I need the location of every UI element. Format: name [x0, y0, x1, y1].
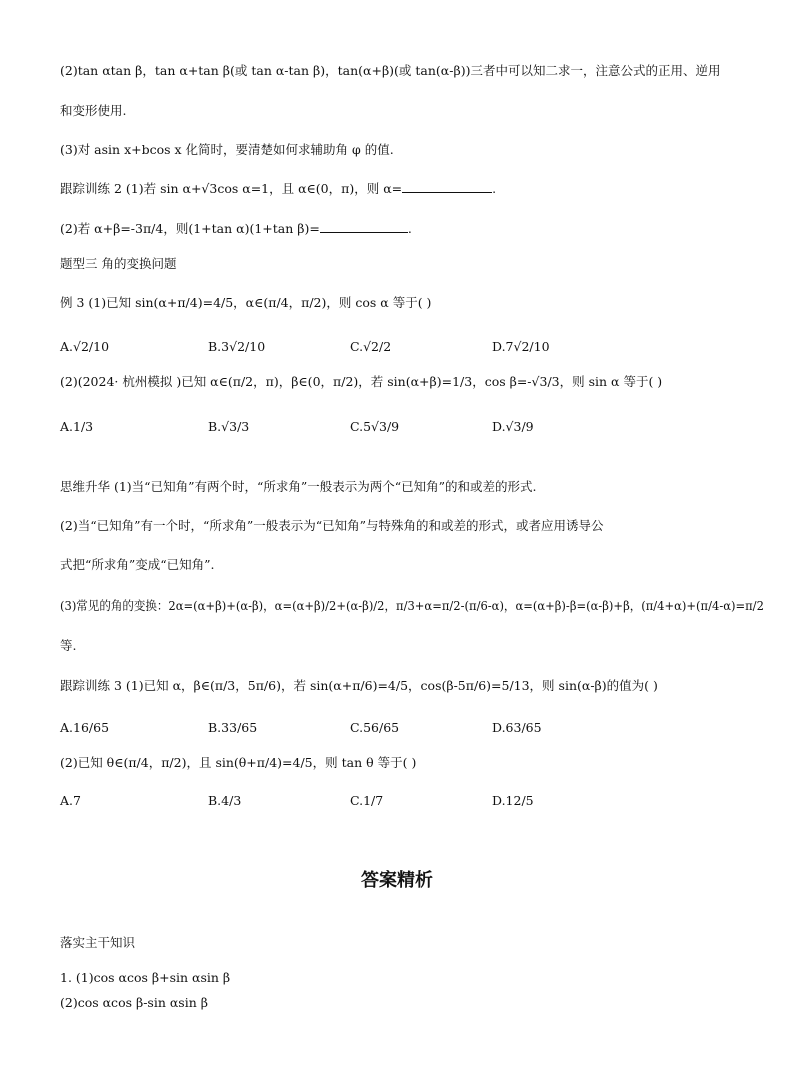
option-c: C.1/7	[350, 793, 384, 808]
answer-line: (2)cos αcos β-sin αsin β	[60, 995, 208, 1010]
option-c: C.√2/2	[350, 339, 392, 354]
answer-line: 1. (1)cos αcos β+sin αsin β	[60, 970, 231, 985]
example-question: (2)(2024· 杭州模拟 )已知 α∈(π/2，π)，β∈(0，π/2)，若 sin(α+β)=1/3，cos β=-√3/3，则 sin α 等于( )	[60, 374, 663, 389]
text-line: 等.	[60, 638, 77, 653]
example-question: 例 3 (1)已知 sin(α+π/4)=4/5，α∈(π/4，π/2)，则 cos α 等于( )	[60, 295, 432, 310]
option-c: C.56/65	[350, 720, 400, 735]
option-b: B.√3/3	[208, 419, 250, 434]
option-d: D.7√2/10	[492, 339, 550, 354]
exercise-line	[60, 180, 496, 197]
exercise-end: .	[407, 221, 412, 236]
text-line: (3)常见的角的变换：2α=(α+β)+(α-β)，α=(α+β)/2+(α-β)/2，π/3+α=π/2-(π/6-α)，α=(α+β)-β=(α-β)+β，(π/4+α)+(π/4-α)=π/2	[60, 598, 764, 613]
answer-title: 答案精析	[361, 870, 433, 891]
option-a: A.√2/10	[60, 339, 110, 354]
option-b: B.4/3	[208, 793, 242, 808]
option-b: B.3√2/10	[208, 339, 266, 354]
option-a: A.7	[60, 793, 81, 808]
answer-blank	[402, 180, 492, 193]
subsection-heading: 落实主干知识	[60, 935, 136, 950]
section-heading: 题型三 角的变换问题	[60, 256, 177, 271]
option-d: D.√3/9	[492, 419, 534, 434]
text-line: 式把“所求角”变成“已知角”.	[60, 557, 215, 572]
exercise-line	[60, 220, 412, 237]
option-d: D.63/65	[492, 720, 542, 735]
text-line: 思维升华 (1)当“已知角”有两个时，“所求角”一般表示为两个“已知角”的和或差的形式.	[60, 479, 537, 494]
option-a: A.1/3	[60, 419, 94, 434]
exercise-text: 跟踪训练 2 (1)若 sin α+√3cos α=1，且 α∈(0，π)，则 α=	[60, 181, 403, 196]
exercise-end: .	[492, 181, 497, 196]
text-line: (3)对 asin x+bcos x 化简时，要清楚如何求辅助角 φ 的值.	[60, 142, 394, 157]
answer-blank	[320, 220, 408, 233]
option-d: D.12/5	[492, 793, 534, 808]
exercise-question: (2)已知 θ∈(π/4，π/2)，且 sin(θ+π/4)=4/5，则 tan θ 等于( )	[60, 755, 417, 770]
text-line: (2)当“已知角”有一个时，“所求角”一般表示为“已知角”与特殊角的和或差的形式，或者应用诱导公	[60, 518, 604, 533]
option-a: A.16/65	[60, 720, 110, 735]
text-line: (2)tan αtan β，tan α+tan β(或 tan α-tan β)，tan(α+β)(或 tan(α-β))三者中可以知二求一，注意公式的正用、逆用	[60, 63, 721, 78]
option-c: C.5√3/9	[350, 419, 400, 434]
exercise-text: (2)若 α+β=-3π/4，则(1+tan α)(1+tan β)=	[60, 221, 320, 236]
exercise-question: 跟踪训练 3 (1)已知 α，β∈(π/3，5π/6)，若 sin(α+π/6)=4/5，cos(β-5π/6)=5/13，则 sin(α-β)的值为( )	[60, 678, 658, 693]
option-b: B.33/65	[208, 720, 258, 735]
text-line: 和变形使用.	[60, 103, 127, 118]
